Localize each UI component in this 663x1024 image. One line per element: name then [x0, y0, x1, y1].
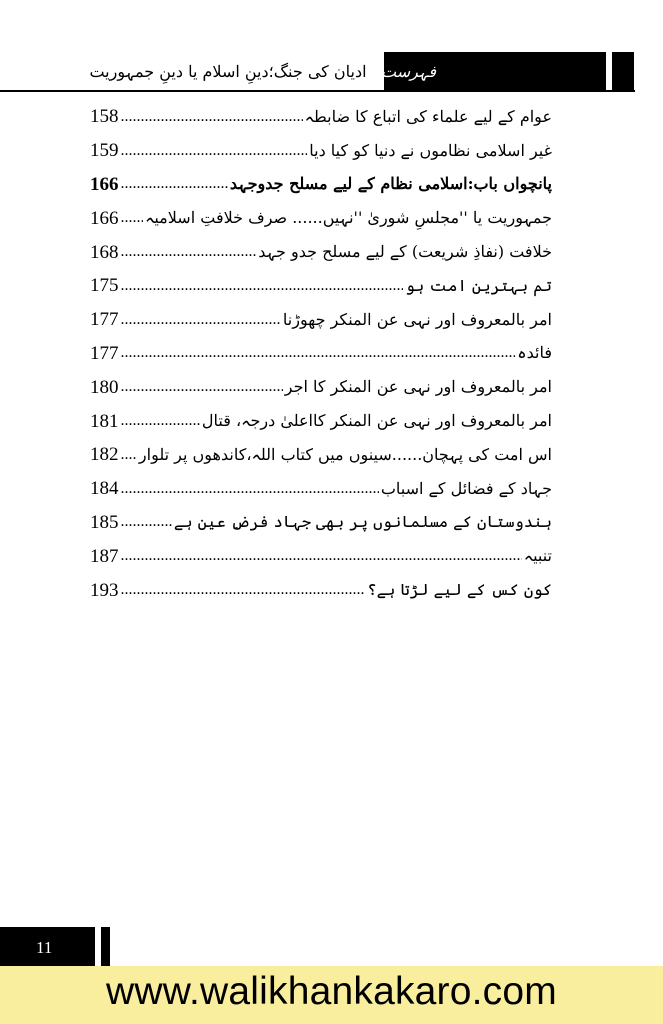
- toc-entry-title: امر بالمعروف اور نہی عن المنکر کا اجر: [284, 377, 552, 397]
- toc-entry-title: غیر اسلامی نظاموں نے دنیا کو کیا دیا: [309, 140, 552, 160]
- toc-entry[interactable]: [90, 168, 552, 202]
- toc-entry-page: 184: [90, 478, 119, 500]
- toc-entry[interactable]: [90, 404, 552, 438]
- toc-entry-page: 181: [90, 410, 119, 432]
- toc-dot-leader: [121, 345, 516, 361]
- toc-dot-leader: [121, 176, 228, 192]
- toc-entry-page: 166: [90, 173, 119, 195]
- section-label-box: [381, 52, 606, 90]
- toc-entry-title: فائدہ: [517, 343, 552, 363]
- toc-entry[interactable]: [90, 337, 552, 371]
- toc-entry-page: 187: [90, 545, 119, 567]
- toc-entry-page: 175: [90, 275, 119, 297]
- page-number-bar: [101, 927, 110, 967]
- toc-dot-leader: [121, 143, 308, 159]
- toc-entry[interactable]: [90, 100, 552, 134]
- toc-entry-page: 177: [90, 342, 119, 364]
- toc-dot-leader: [121, 244, 257, 260]
- toc-entry[interactable]: [90, 303, 552, 337]
- toc-entry-title: کون کس کے لیے لڑتا ہے؟: [367, 580, 552, 600]
- toc-entry[interactable]: [90, 438, 552, 472]
- toc-dot-leader: [121, 379, 283, 395]
- toc-entry-title: جہاد کے فضائل کے اسباب: [380, 478, 552, 498]
- toc-dot-leader: [121, 312, 281, 328]
- toc-entry-page: 168: [90, 241, 119, 263]
- toc-entry-page: 182: [90, 444, 119, 466]
- section-label: فہرست: [381, 62, 436, 81]
- toc-dot-leader: [121, 210, 143, 226]
- toc-entry[interactable]: [90, 201, 552, 235]
- toc-entry-page: 166: [90, 207, 119, 229]
- website-link[interactable]: www.walikhankakaro.com: [106, 970, 557, 1013]
- toc-entry-page: 185: [90, 511, 119, 533]
- toc-entry-page: 180: [90, 376, 119, 398]
- toc-entry[interactable]: [90, 539, 552, 573]
- toc-dot-leader: [121, 548, 522, 564]
- toc-entry-page: 158: [90, 106, 119, 128]
- toc-entry-title: اس امت کی پہچان......سینوں میں کتاب اللہ،کاندھوں پر تلوار: [138, 444, 552, 464]
- toc-entry-title: تنبیہ: [523, 546, 552, 566]
- toc-dot-leader: [121, 413, 200, 429]
- page-number: 11: [36, 938, 53, 957]
- toc-entry-page: 193: [90, 579, 119, 601]
- header-tab-mark: [612, 52, 634, 90]
- toc-entry[interactable]: [90, 472, 552, 506]
- toc-entry-title: پانچواں باب:اسلامی نظام کے لیے مسلح جدوجہد: [229, 174, 552, 194]
- toc-dot-leader: [121, 278, 404, 294]
- toc-entry-title: عوام کے لیے علماء کی اتباع کا ضابطہ: [304, 106, 552, 126]
- toc-entry-title: امر بالمعروف اور نہی عن المنکر چھوڑنا: [282, 309, 552, 329]
- toc-dot-leader: [121, 109, 303, 125]
- toc-entry[interactable]: [90, 573, 552, 607]
- toc-entry-title: امر بالمعروف اور نہی عن المنکر کااعلیٰ درجہ، قتال: [201, 411, 552, 431]
- toc-entry[interactable]: [90, 370, 552, 404]
- toc-entry-title: ہندوستان کے مسلمانوں پر بھی جہاد فرضِ عین ہے: [173, 512, 552, 532]
- toc-entry-page: 159: [90, 140, 119, 162]
- toc-dot-leader: [121, 481, 379, 497]
- toc-entry-title: خلافت (نفاذِ شریعت) کے لیے مسلح جدو جہد: [258, 242, 552, 262]
- toc-entry-page: 177: [90, 309, 119, 331]
- running-header-book-title: ادیان کی جنگ؛دینِ اسلام یا دینِ جمہوریت: [89, 62, 367, 81]
- header-rule: [0, 90, 635, 92]
- toc-dot-leader: [121, 582, 366, 598]
- toc-entry[interactable]: [90, 269, 552, 303]
- toc-dot-leader: [121, 447, 137, 463]
- toc-entry[interactable]: [90, 134, 552, 168]
- toc-entry-title: تم بہترین امت ہو: [405, 275, 552, 295]
- toc-entry[interactable]: [90, 506, 552, 540]
- toc-entry[interactable]: [90, 235, 552, 269]
- toc-entry-title: جمہوریت یا ''مجلسِ شوریٰ ''نہیں...... صرف خلافتِ اسلامیہ: [144, 208, 552, 228]
- toc-dot-leader: [121, 514, 172, 530]
- table-of-contents: [90, 100, 552, 607]
